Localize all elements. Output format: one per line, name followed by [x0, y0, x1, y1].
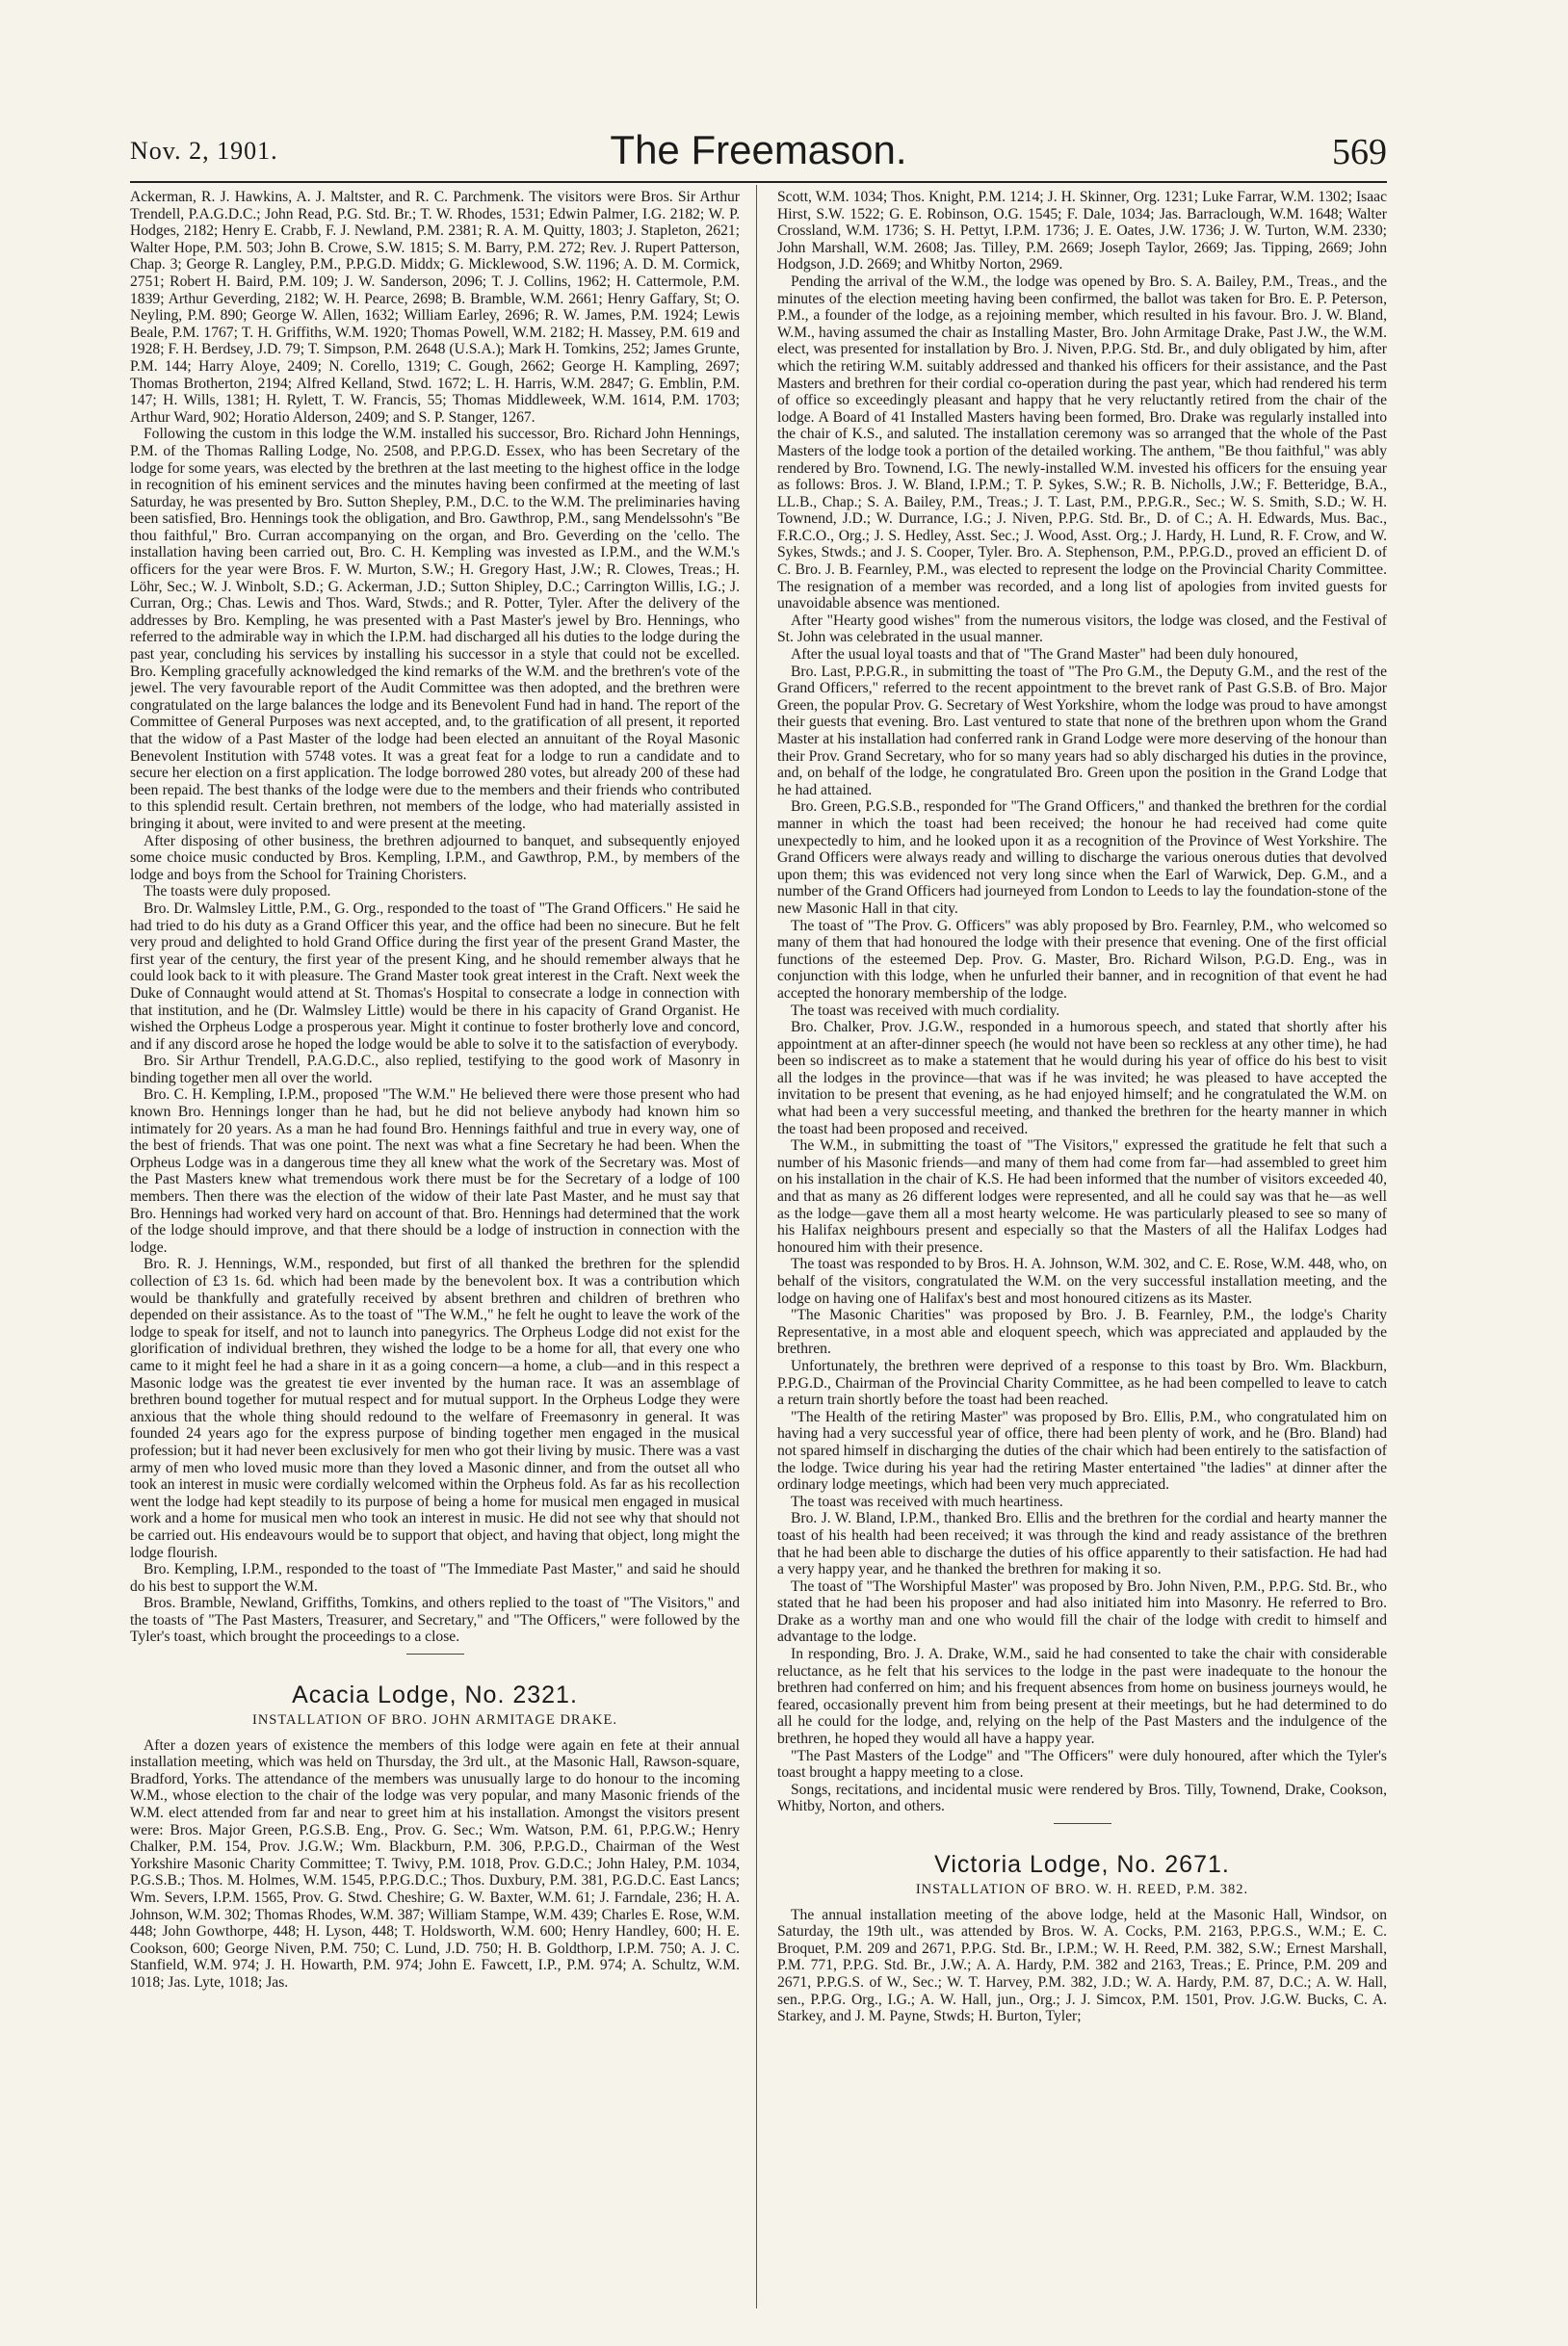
- body-paragraph: After disposing of other business, the brethren adjourned to banquet, and subsequently enjoyed some choice music conducted by Bros. Kempling, I.P.M., and Gawthrop, P.M., by members of the lodge and boys from the School for Training Choristers.: [130, 832, 740, 883]
- body-paragraph: Bro. Last, P.P.G.R., in submitting the toast of "The Pro G.M., the Deputy G.M., and the rest of the Grand Officers," referred to the recent appointment to the brevet rank of Past G.S.B. of Bro. Major Green, the popular Prov. G. Secretary of West Yorkshire, whom the lodge was proud to have amongst their guests that evening. Bro. Last ventured to state that none of the brethren upon whom the Grand Master at his installation had conferred rank in Grand Lodge were more deserving of the honour than their Prov. Grand Secretary, who for so many years had so ably discharged his duties in the province, and, on behalf of the lodge, he congratulated Bro. Green upon the position in the Grand Lodge that he had attained.: [777, 663, 1387, 798]
- body-paragraph: In responding, Bro. J. A. Drake, W.M., said he had consented to take the chair with considerable reluctance, as he felt that his services to the lodge in the past were inadequate to the honour the brethren had conferred on him; and his frequent absences from home on business journeys would, he feared, occasionally prevent him from being present at their meetings, but he had determined to do all he could for the lodge, and, relying on the help of the Past Masters and the indulgence of the brethren, he hoped they would all have a happy year.: [777, 1646, 1387, 1748]
- body-paragraph: The annual installation meeting of the above lodge, held at the Masonic Hall, Windsor, on Saturday, the 19th ult., was attended by Bros. W. A. Cocks, P.M. 2163, P.P.G.S., W.M.; E. C. Broquet, P.M. 209 and 2671, P.P.G. Std. Br., I.P.M.; W. H. Reed, P.M. 382, S.W.; Ernest Marshall, P.M. 771, P.P.G. Std. Br., J.W.; A. A. Hardy, P.M. 382 and 2163, Treas.; E. Prince, P.M. 209 and 2671, P.P.G.S. of W., Sec.; W. T. Harvey, P.M. 382, J.D.; W. A. Hardy, P.M. 87, D.C.; A. W. Hall, sen., P.P.G. Org., I.G.; A. W. Hall, jun., Org.; J. J. Simcox, P.M. 1501, Prov. J.G.W. Bucks, C. A. Starkey, and J. M. Payne, Stwds; H. Burton, Tyler;: [777, 1906, 1387, 2025]
- body-paragraph: Pending the arrival of the W.M., the lodge was opened by Bro. S. A. Bailey, P.M., Treas., and the minutes of the election meeting having been confirmed, the ballot was taken for Bro. E. P. Peterson, P.M., a founder of the lodge, as a rejoining member, which resulted in his favour. Bro. J. W. Bland, W.M., having assumed the chair as Installing Master, Bro. John Armitage Drake, Past J.W., the W.M. elect, was presented for installation by Bro. J. Niven, P.P.G. Std. Br., and duly obligated by him, after which the retiring W.M. suitably addressed and thanked his officers for their assistance, and the Past Masters and brethren for their cordial co-operation during the past year, which had rendered his term of office so exceedingly pleasant and happy that he very reluctantly retired from the chair of the lodge. A Board of 41 Installed Masters having been formed, Bro. Drake was regularly installed into the chair of K.S., and saluted. The installation ceremony was so arranged that the whole of the Past Masters of the lodge took a portion of the detailed working. The anthem, "Be thou faithful," was ably rendered by Bro. Townend, I.G. The newly-installed W.M. invested his officers for the ensuing year as follows: Bros. J. W. Bland, I.P.M.; T. P. Sykes, S.W.; R. B. Nicholls, J.W.; F. Betteridge, B.A., LL.B., Chap.; S. A. Bailey, P.M., Treas.; J. T. Last, P.M., P.P.G.R., Sec.; W. S. Smith, S.D.; W. H. Townend, J.D.; W. Durrance, I.G.; J. Niven, P.P.G. Std. Br., D. of C.; A. H. Edwards, Mus. Bac., F.R.C.O., Org.; J. S. Hedley, Asst. Sec.; J. Wood, Asst. Org.; J. Hardy, H. Lund, R. F. Crow, and W. Sykes, Stwds.; and J. S. Cooper, Tyler. Bro. A. Stephenson, P.M., P.P.G.D., proved an efficient D. of C. Bro. J. B. Fearnley, P.M., was elected to represent the lodge on the Provincial Charity Committee. The resignation of a member was recorded, and a long list of apologies from invited guests for unavoidable absence was mentioned.: [777, 273, 1387, 613]
- issue-date: Nov. 2, 1901.: [130, 137, 278, 165]
- body-paragraph: "The Health of the retiring Master" was proposed by Bro. Ellis, P.M., who congratulated him on having had a very successful year of office, there had been plenty of work, and he (Bro. Bland) had not spared himself in discharging the duties of the chair which had been entirely to the satisfaction of the lodge. Twice during his year had the retiring Master entertained "the ladies" at dinner after the ordinary lodge meetings, which had been very much appreciated.: [777, 1408, 1387, 1494]
- left-column: [130, 189, 740, 2298]
- body-paragraph: Bro. Green, P.G.S.B., responded for "The Grand Officers," and thanked the brethren for the cordial manner in which the toast had been received; the honour he had received had come quite unexpectedly to him, and he looked upon it as a recognition of the Province of West Yorkshire. The Grand Officers were always ready and willing to discharge the various onerous duties that devolved upon them; this was evidenced not very long since when the Earl of Warwick, Dep. G.M., and a number of the Grand Officers had journeyed from London to Leeds to lay the foundation-stone of the new Masonic Hall in that city.: [777, 798, 1387, 917]
- masthead-rule: [130, 181, 1387, 183]
- column-divider: [756, 185, 757, 2308]
- body-paragraph: The toast of "The Worshipful Master" was proposed by Bro. John Niven, P.M., P.P.G. Std. Br., who stated that he had been his proposer and had also initiated him into Masonry. He referred to Bro. Drake as a worthy man and one who would fill the chair of the lodge with credit to himself and advantage to the lodge.: [777, 1577, 1387, 1646]
- body-paragraph: "The Masonic Charities" was proposed by Bro. J. B. Fearnley, P.M., the lodge's Charity Representative, in a most able and eloquent speech, which was appreciated and applauded by the brethren.: [777, 1307, 1387, 1358]
- masthead: [130, 127, 1387, 185]
- body-paragraph: After the usual loyal toasts and that of "The Grand Master" had been duly honoured,: [791, 646, 1298, 664]
- body-paragraph: Bro. Sir Arthur Trendell, P.A.G.D.C., also replied, testifying to the good work of Masonry in binding together men all over the world.: [130, 1053, 740, 1086]
- body-paragraph: Following the custom in this lodge the W.M. installed his successor, Bro. Richard John Hennings, P.M. of the Thomas Ralling Lodge, No. 2508, and P.P.G.D. Essex, who has been Secretary of the lodge for some years, was elected by the brethren at the last meeting to the highest office in the lodge in recognition of his eminent services and the minutes having been confirmed at the meeting of last Saturday, he was presented by Bro. Sutton Shepley, P.M., D.C. to the W.M. The preliminaries having been satisfied, Bro. Hennings took the obligation, and Bro. Gawthrop, P.M., sang Mendelssohn's "Be thou faithful," Bro. Curran accompanying on the organ, and Bro. Geverding on the 'cello. The installation having been carried out, Bro. C. H. Kempling was invested as I.P.M., and the W.M.'s officers for the year were Bros. F. W. Murton, S.W.; H. Gregory Hast, J.W.; R. Clowes, Treas.; H. Löhr, Sec.; W. J. Winbolt, S.D.; G. Ackerman, J.D.; Sutton Shipley, D.C.; Carrington Willis, I.G.; J. Curran, Org.; Chas. Lewis and Thos. Ward, Stwds.; and R. Potter, Tyler. After the delivery of the addresses by Bro. Kempling, he was presented with a Past Master's jewel by Bro. Hennings, who referred to the admirable way in which the I.P.M. had discharged all his duties to the lodge during the past year, concluding his services by installing his successor in a style that could not be excelled. Bro. Kempling gracefully acknowledged the kind remarks of the W.M. and the brethren's vote of the jewel. The very favourable report of the Audit Committee was then adopted, and the brethren were congratulated on the large balances the lodge and its Benevolent Fund had in hand. The report of the Committee of General Purposes was next accepted, and, to the gratification of all present, it reported that the widow of a Past Master of the lodge had been elected an annuitant of the Royal Masonic Benevolent Institution with 5748 votes. It was a great feat for a lodge to run a candidate and to secure her election on a first application. The lodge borrowed 280 votes, but already 200 of these had been repaid. The best thanks of the lodge were due to the members and their friends who contributed to this splendid result. Certain brethren, not members of the lodge, who had materially assisted in bringing it about, were invited to and were present at the meeting.: [130, 426, 740, 832]
- body-paragraph: Bro. J. W. Bland, I.P.M., thanked Bro. Ellis and the brethren for the cordial and hearty manner the toast of his health had been received; it was through the kind and ready assistance of the brethren that he had been able to discharge the duties of his office apparently to their satisfaction. He had had a very happy year, and he thanked the brethren for making it so.: [777, 1510, 1387, 1578]
- section-rule: [406, 1654, 464, 1655]
- section-heading-victoria-lodge: Victoria Lodge, No. 2671.: [934, 1851, 1230, 1878]
- body-paragraph: Ackerman, R. J. Hawkins, A. J. Maltster, and R. C. Parchmenk. The visitors were Bros. Sir Arthur Trendell, P.A.G.D.C.; John Read, P.G. Std. Br.; T. W. Rhodes, 1531; Edwin Palmer, I.G. 2182; W. P. Hodges, 2182; Henry E. Crabb, F. J. Newland, P.M. 2381; R. A. M. Quitty, 1803; J. Stapleton, 2621; Walter Hope, P.M. 503; John B. Crowe, S.W. 1815; S. M. Barry, P.M. 272; Rev. J. Rupert Patterson, Chap. 3; George R. Langley, P.M., P.P.G.D. Middx; G. Micklewood, S.W. 1196; A. D. M. Cormick, 2751; Robert H. Baird, P.M. 109; J. W. Sanderson, 2096; T. J. Collins, 1962; H. Cattermole, P.M. 1839; Arthur Geverding, 2182; W. H. Pearce, 2698; B. Bramble, W.M. 2661; Henry Gaffary, St; O. Neyling, P.M. 890; George W. Allen, 1632; William Earley, 2696; R. W. James, P.M. 1924; Lewis Beale, P.M. 1767; T. H. Griffiths, W.M. 1920; Thomas Powell, W.M. 2182; H. Massey, P.M. 619 and 1928; F. H. Berdsey, J.D. 79; T. Simpson, P.M. 2648 (U.S.A.); Mark H. Tomkins, 252; James Grunte, P.M. 144; Harry Aloye, 2409; N. Corello, 1319; C. Gough, 2662; George H. Kampling, 2697; Thomas Brotherton, 2194; Alfred Kelland, Stwd. 1672; L. H. Harris, W.M. 2847; G. Emblin, P.M. 147; H. Wills, 1381; H. Rylett, T. W. Francis, 55; Thomas Middleweek, W.M. 1614, P.M. 1703; Arthur Ward, 902; Horatio Alderson, 2409; and S. P. Stanger, 1267.: [130, 189, 740, 426]
- publication-title: The Freemason.: [610, 127, 907, 172]
- section-rule: [1054, 1823, 1111, 1824]
- body-paragraph: Bros. Bramble, Newland, Griffiths, Tomkins, and others replied to the toast of "The Visitors," and the toasts of "The Past Masters, Treasurer, and Secretary," and "The Officers," were followed by the Tyler's toast, which brought the proceedings to a close.: [130, 1595, 740, 1646]
- section-subheading: INSTALLATION OF BRO. W. H. REED, P.M. 382.: [915, 1882, 1249, 1897]
- body-paragraph: The toast was received with much heartiness.: [791, 1493, 1063, 1510]
- body-paragraph: After a dozen years of existence the members of this lodge were again en fete at their annual installation meeting, which was held on Thursday, the 3rd ult., at the Masonic Hall, Rawson-square, Bradford, Yorks. The attendance of the members was unusually large to do honour to the incoming W.M., whose election to the chair of the lodge was very popular, and many Masonic friends of the W.M. elect attended from far and near to greet him at his installation. Amongst the visitors present were: Bros. Major Green, P.G.S.B. Eng., Prov. G. Sec.; Wm. Watson, P.M. 61, P.P.G.W.; Henry Chalker, P.M. 154, Prov. J.G.W.; Wm. Blackburn, P.M. 306, P.P.G.D., Chairman of the West Yorkshire Masonic Charity Committee; T. Twivy, P.M. 1018, Prov. G.D.C.; John Haley, P.M. 1034, P.G.S.B.; Thos. M. Holmes, W.M. 1545, P.P.G.D.C.; Thos. Duxbury, P.M. 381, P.G.D.C. East Lancs; Wm. Severs, I.P.M. 1565, Prov. G. Stwd. Cheshire; G. W. Baxter, W.M. 61; J. Farndale, 236; H. A. Johnson, W.M. 302; Thomas Rhodes, W.M. 387; William Stampe, W.M. 439; Charles E. Rose, W.M. 448; John Gowthorpe, 448; H. Lyson, 448; T. Holdsworth, W.M. 600; Henry Handley, 600; H. E. Cookson, 600; George Niven, P.M. 750; C. Lund, J.D. 750; H. B. Goldthorp, I.P.M. 750; A. J. C. Stanfield, W.M. 974; J. H. Howarth, P.M. 974; John E. Fawcett, I.P., P.M. 974; A. Schultz, W.M. 1018; Jas. Lyte, 1018; Jas.: [130, 1736, 740, 1991]
- section-heading-acacia-lodge: Acacia Lodge, No. 2321.: [292, 1681, 578, 1709]
- body-paragraph: Bro. Chalker, Prov. J.G.W., responded in a humorous speech, and stated that shortly after his appointment at an after-dinner speech (he would not have been so reckless at any other time), he had been so indiscreet as to make a statement that he would during his year of office do his best to visit all the lodges in the province—that was if he was invited; he was pleased to have accepted the invitation to be present that evening, as he had enjoyed himself; and he congratulated the W.M. on what had been a very successful meeting, and thanked the brethren for the hearty manner in which the toast had been proposed and received.: [777, 1019, 1387, 1137]
- body-paragraph: The toast was received with much cordiality.: [791, 1002, 1060, 1019]
- body-paragraph: Bro. R. J. Hennings, W.M., responded, but first of all thanked the brethren for the splendid collection of £3 1s. 6d. which had been made by the benevolent box. It was a contribution which would be thankfully and gratefully received by absent brethren and children of brethren who depended on their assistance. As to the toast of "The W.M.," he felt he ought to leave the work of the lodge to speak for itself, and not to launch into panegyrics. The Orpheus Lodge did not exist for the glorification of individual brethren, they wished the lodge to be a home for all, that every one who came to it might feel he had a share in it as a going concern—a home, a club—and in this respect a Masonic lodge was the greatest tie ever invented by the human race. It was an assemblage of brethren bound together for mutual respect and for mutual support. In the Orpheus Lodge they were anxious that the whole thing should redound to the welfare of Freemasonry in general. It was founded 24 years ago for the express purpose of binding together men engaged in the musical profession; but it had never been exclusively for men who got their living by music. There was a vast army of men who loved music more than they loved a Masonic dinner, and from the outset all who took an interest in music were cordially welcomed within the Orpheus fold. As far as his recollection went the lodge had kept steadily to its purpose of being a home for musical men engaged in musical work and a home for musical men who took an interest in music. He did not see why that should not be carried out. His endeavours would be to support that object, and having that object, long might the lodge flourish.: [130, 1256, 740, 1561]
- body-paragraph: "The Past Masters of the Lodge" and "The Officers" were duly honoured, after which the Tyler's toast brought a happy meeting to a close.: [777, 1747, 1387, 1782]
- body-paragraph: The toast of "The Prov. G. Officers" was ably proposed by Bro. Fearnley, P.M., who welcomed so many of them that had honoured the lodge with their presence that evening. One of the first official functions of the esteemed Dep. Prov. G. Master, Bro. Richard Wilson, P.G.D. Eng., was in conjunction with this lodge, when he unfurled their banner, and in recognition of that event he had accepted the honorary membership of the lodge.: [777, 917, 1387, 1002]
- body-paragraph: Bro. Kempling, I.P.M., responded to the toast of "The Immediate Past Master," and said he should do his best to support the W.M.: [130, 1561, 740, 1595]
- body-paragraph: The W.M., in submitting the toast of "The Visitors," expressed the gratitude he felt that such a number of his Masonic friends—and many of them had come from far—had assembled to greet him on his installation in the chair of K.S. He had been informed that the number of visitors exceeded 40, and that as many as 26 different lodges were represented, and all he could say was that he—as well as the lodge—gave them all a most hearty welcome. He was particularly pleased to see so many of his Halifax neighbours present and especially so that the Masters of all the Halifax Lodges had honoured him with their presence.: [777, 1137, 1387, 1256]
- page-number: 569: [1332, 132, 1387, 172]
- body-paragraph: The toast was responded to by Bros. H. A. Johnson, W.M. 302, and C. E. Rose, W.M. 448, who, on behalf of the visitors, congratulated the W.M. on the very successful installation meeting, and the lodge on having one of Halifax's best and most honoured citizens as its Master.: [777, 1256, 1387, 1307]
- body-paragraph: Bro. C. H. Kempling, I.P.M., proposed "The W.M." He believed there were those present who had known Bro. Hennings longer than he had, but he did not believe anybody had known him so intimately for 20 years. As a man he had found Bro. Hennings faithful and true in every way, one of the best of friends. That was one point. The next was what a fine Secretary he had been. When the Orpheus Lodge was in a dangerous time they all knew what the work of the Secretary was. Most of the Past Masters knew what tremendous work there must be for the Secretary of a lodge of 100 members. Then there was the election of the widow of their late Past Master, and he must say that Bro. Hennings had worked very hard on account of that. Bro. Hennings had determined that the work of the lodge should improve, and that there should be a lodge of instruction in connection with the lodge.: [130, 1086, 740, 1256]
- section-subheading: INSTALLATION OF BRO. JOHN ARMITAGE DRAKE.: [251, 1712, 618, 1729]
- right-column: [777, 189, 1387, 2298]
- body-paragraph: Scott, W.M. 1034; Thos. Knight, P.M. 1214; J. H. Skinner, Org. 1231; Luke Farrar, W.M. 1302; Isaac Hirst, S.W. 1522; G. E. Robinson, O.G. 1545; F. Dale, 1034; Jas. Barraclough, W.M. 1648; Walter Crossland, W.M. 1736; S. H. Pettyt, I.P.M. 1736; J. E. Oates, J.W. 1736; J. W. Turton, W.M. 2330; John Marshall, W.M. 2608; Jas. Tilley, P.M. 2669; Joseph Taylor, 2669; Jas. Tipping, 2669; John Hodgson, J.D. 2669; and Whitby Norton, 2969.: [777, 189, 1387, 274]
- body-paragraph: Bro. Dr. Walmsley Little, P.M., G. Org., responded to the toast of "The Grand Officers." He said he had tried to do his duty as a Grand Officer this year, and the office had been no sinecure. But he felt very proud and delighted to hold Grand Office during the first year of the present Grand Master, the first year of the century, the first year of the present King, and he should remember always that he could look back to it with pleasure. The Grand Master took great interest in the Craft. Next week the Duke of Connaught would attend at St. Thomas's Hospital to consecrate a lodge in connection with that institution, and he (Dr. Walmsley Little) would be there in his capacity of Grand Organist. He wished the Orpheus Lodge a prosperous year. Might it continue to foster brotherly love and concord, and if any discord arose he hoped the lodge would be able to solve it to the satisfaction of everybody.: [130, 899, 740, 1053]
- body-paragraph: Unfortunately, the brethren were deprived of a response to this toast by Bro. Wm. Blackburn, P.P.G.D., Chairman of the Provincial Charity Committee, as he had been compelled to leave to catch a return train shortly before the toast had been reached.: [777, 1357, 1387, 1409]
- body-paragraph: Songs, recitations, and incidental music were rendered by Bros. Tilly, Townend, Drake, Cookson, Whitby, Norton, and others.: [777, 1781, 1387, 1815]
- body-paragraph: After "Hearty good wishes" from the numerous visitors, the lodge was closed, and the Festival of St. John was celebrated in the usual manner.: [777, 612, 1387, 646]
- body-paragraph: The toasts were duly proposed.: [144, 883, 331, 900]
